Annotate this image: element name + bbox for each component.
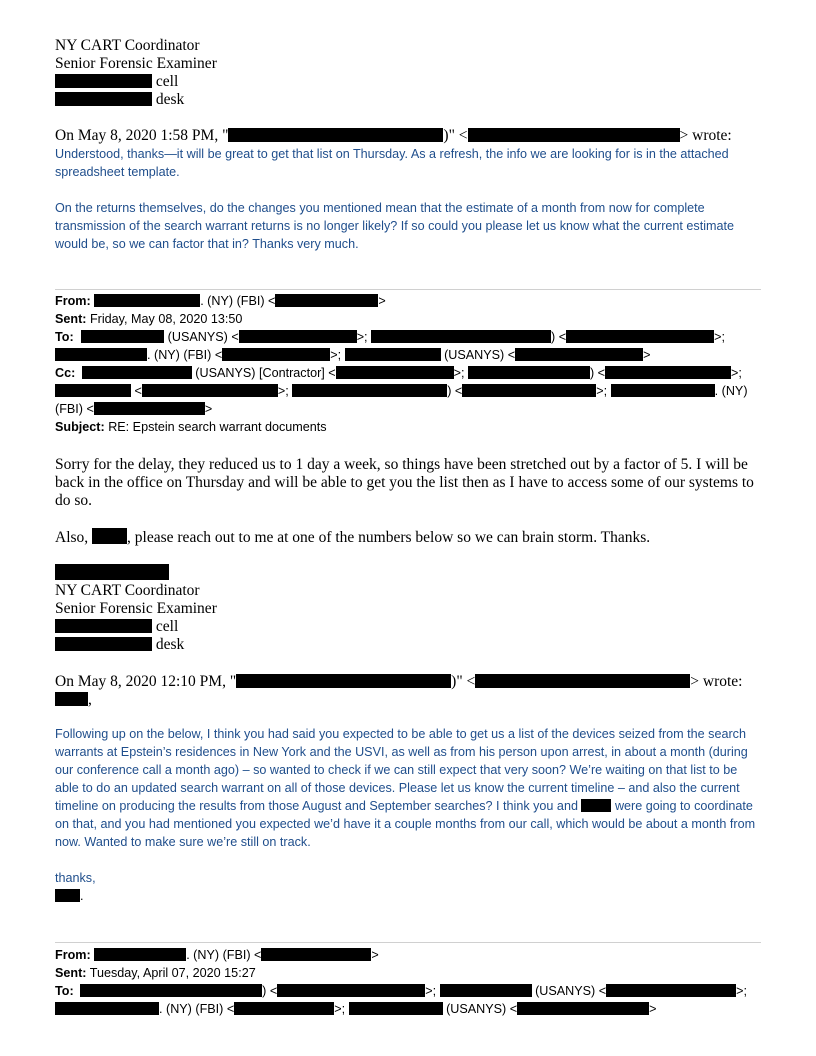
redaction-box: [55, 619, 152, 633]
separator: ) <: [589, 366, 606, 380]
redaction-box: [228, 128, 443, 142]
redaction-box: [462, 384, 596, 397]
redaction-box: [275, 294, 378, 307]
signature-cell-row: [55, 618, 178, 636]
reply-header-mid: )" <: [443, 127, 468, 144]
separator: ) <: [447, 384, 463, 398]
to-label: To:: [55, 984, 74, 998]
angle-close: >: [204, 402, 213, 416]
redaction-box: [236, 674, 451, 688]
redaction-box: [581, 799, 611, 812]
redaction-box: [81, 330, 164, 343]
redaction-box: [468, 366, 590, 379]
signature-role: Senior Forensic Examiner: [55, 600, 217, 617]
redaction-box: [55, 637, 152, 651]
redaction-box: [345, 348, 441, 361]
redaction-box: [82, 366, 192, 379]
to-line-cont: [55, 1000, 656, 1018]
separator: >;: [334, 1002, 346, 1016]
reply-paragraph: On the returns themselves, do the changes you mentioned mean that the estimate of a month from now for complete transmission of the search warrant returns is no longer likely? If so could you please let us know what the current estimate would be, so we can factor that in? Thanks very much.: [55, 201, 734, 251]
comma: ,: [88, 691, 92, 708]
separator: >;: [277, 384, 289, 398]
redaction-box: [80, 984, 262, 997]
separator: ) <: [551, 330, 567, 344]
recipient-org: . (NY) (FBI) <: [147, 348, 223, 362]
sent-line: [55, 964, 256, 982]
redaction-box: [142, 384, 278, 397]
redaction-box: [92, 528, 127, 544]
separator: >;: [731, 366, 742, 380]
redaction-box: [475, 674, 690, 688]
recipient-org: (USANYS) [Contractor] <: [195, 366, 336, 380]
cell-label: cell: [155, 618, 179, 635]
recipient-org: (USANYS) <: [167, 330, 239, 344]
sent-value: Tuesday, April 07, 2020 15:27: [89, 966, 256, 980]
cell-label: cell: [155, 73, 179, 90]
redaction-box: [234, 1002, 334, 1015]
subject-label: Subject:: [55, 420, 105, 434]
from-label: From:: [55, 294, 91, 308]
reply-header-mid: )" <: [451, 673, 476, 690]
redaction-box: [292, 384, 447, 397]
redaction-box: [239, 330, 357, 343]
redaction-box: [440, 984, 532, 997]
reply-signoff-name: [55, 887, 84, 905]
sent-label: Sent:: [55, 312, 87, 326]
reply-signoff: thanks,: [55, 871, 96, 885]
subject-value: RE: Epstein search warrant documents: [108, 420, 327, 434]
redaction-box: [468, 128, 680, 142]
cc-label: Cc:: [55, 366, 76, 380]
redaction-box: [606, 984, 736, 997]
separator: ) <: [262, 984, 278, 998]
angle-close: >: [378, 294, 386, 308]
signature-cell-row: [55, 73, 178, 91]
recipient-org: (USANYS) <: [446, 1002, 518, 1016]
sent-label: Sent:: [55, 966, 87, 980]
separator: >;: [330, 348, 342, 362]
redaction-box: [55, 692, 88, 706]
recipient-org: (FBI) <: [55, 402, 94, 416]
separator: >;: [356, 330, 368, 344]
redaction-box: [261, 948, 371, 961]
cc-line-cont: [55, 400, 212, 418]
to-line-cont: [55, 346, 650, 364]
redaction-box: [55, 74, 152, 88]
redaction-box: [55, 1002, 159, 1015]
reply-header-suffix: > wrote:: [679, 127, 732, 144]
reply-header-prefix: On May 8, 2020 1:58 PM, ": [55, 127, 229, 144]
separator: >;: [453, 366, 465, 380]
sent-value: Friday, May 08, 2020 13:50: [89, 312, 243, 326]
from-text: . (NY) (FBI) <: [200, 294, 276, 308]
to-line: [55, 982, 747, 1000]
reply-header: [55, 673, 742, 691]
desk-label: desk: [155, 636, 185, 653]
body-text: Also,: [55, 529, 93, 546]
signature-desk-row: [55, 91, 184, 109]
angle-close: >: [649, 1002, 657, 1016]
signature-role: Senior Forensic Examiner: [55, 55, 217, 72]
redaction-box: [94, 948, 186, 961]
reply-header: [55, 127, 732, 145]
redaction-box: [55, 348, 147, 361]
from-text: . (NY) (FBI) <: [186, 948, 262, 962]
divider: [55, 942, 761, 943]
reply-paragraph: Understood, thanks—it will be great to get that list on Thursday. As a refresh, the info we are looking for is in the attached spreadsheet template.: [55, 147, 729, 179]
redaction-box: [94, 402, 205, 415]
reply-header-suffix: > wrote:: [690, 673, 743, 690]
redaction-box: [371, 330, 551, 343]
divider: [55, 289, 761, 290]
signature-desk-row: [55, 636, 184, 654]
recipient-org: . (NY): [714, 384, 748, 398]
redaction-box: [277, 984, 425, 997]
recipient-org: (USANYS) <: [444, 348, 516, 362]
redaction-box: [55, 564, 169, 580]
cc-line-cont: [55, 382, 748, 400]
separator: >;: [714, 330, 725, 344]
subject-line: [55, 418, 327, 436]
reply-text: were going to coordinate on that, and you had mentioned you expected we’d have it a couple months from our call, which would be about a month from now. Wanted to make sure we’re still on track.: [55, 799, 756, 849]
recipient-org: . (NY) (FBI) <: [159, 1002, 235, 1016]
from-line: [55, 946, 379, 964]
redaction-box: [566, 330, 714, 343]
separator: <: [134, 384, 142, 398]
body-paragraph: Sorry for the delay, they reduced us to 1 day a week, so things have been stretched out by a factor of 5. I will be back in the office on Thursday and will be able to get you the list then as I have to access some of our systems to do so.: [55, 456, 754, 509]
cc-line: [55, 364, 742, 382]
recipient-org: (USANYS) <: [535, 984, 607, 998]
redaction-box: [94, 294, 200, 307]
redaction-box: [222, 348, 330, 361]
reply-greeting: [55, 691, 92, 709]
separator: >;: [596, 384, 608, 398]
redaction-box: [515, 348, 643, 361]
reply-header-prefix: On May 8, 2020 12:10 PM, ": [55, 673, 237, 690]
sent-line: [55, 310, 242, 328]
from-label: From:: [55, 948, 91, 962]
desk-label: desk: [155, 91, 185, 108]
reply-text: Following up on the below, I think you had said you expected to be able to get us a list of the devices seized from the search warrants at Epstein’s residences in New York and the USVI, as well as from his person upon arrest, in about a month (during our conference call a month ago) – so wanted to check if we can still expect that very soon? We’re waiting on that list to be able to do an updated search warrant on all of those devices. Please let us know the current timeline – and also the current timeline on producing the results from those August and September searches? I think you and: [55, 727, 748, 813]
from-line: [55, 292, 386, 310]
signature-title: NY CART Coordinator: [55, 582, 200, 599]
reply-paragraph: [55, 725, 760, 851]
redaction-box: [55, 92, 152, 106]
separator: >;: [736, 984, 747, 998]
separator: >;: [425, 984, 437, 998]
to-line: [55, 328, 725, 346]
body-text: , please reach out to me at one of the numbers below so we can brain storm. Thanks.: [127, 529, 651, 546]
redaction-box: [349, 1002, 443, 1015]
signature-title: NY CART Coordinator: [55, 37, 200, 54]
redaction-box: [55, 889, 80, 902]
redaction-box: [336, 366, 454, 379]
to-label: To:: [55, 330, 74, 344]
angle-close: >: [643, 348, 651, 362]
redaction-box: [611, 384, 715, 397]
redaction-box: [55, 384, 131, 397]
period: .: [80, 889, 84, 903]
angle-close: >: [371, 948, 379, 962]
redaction-box: [605, 366, 731, 379]
body-paragraph: [55, 528, 650, 547]
redaction-box: [517, 1002, 649, 1015]
